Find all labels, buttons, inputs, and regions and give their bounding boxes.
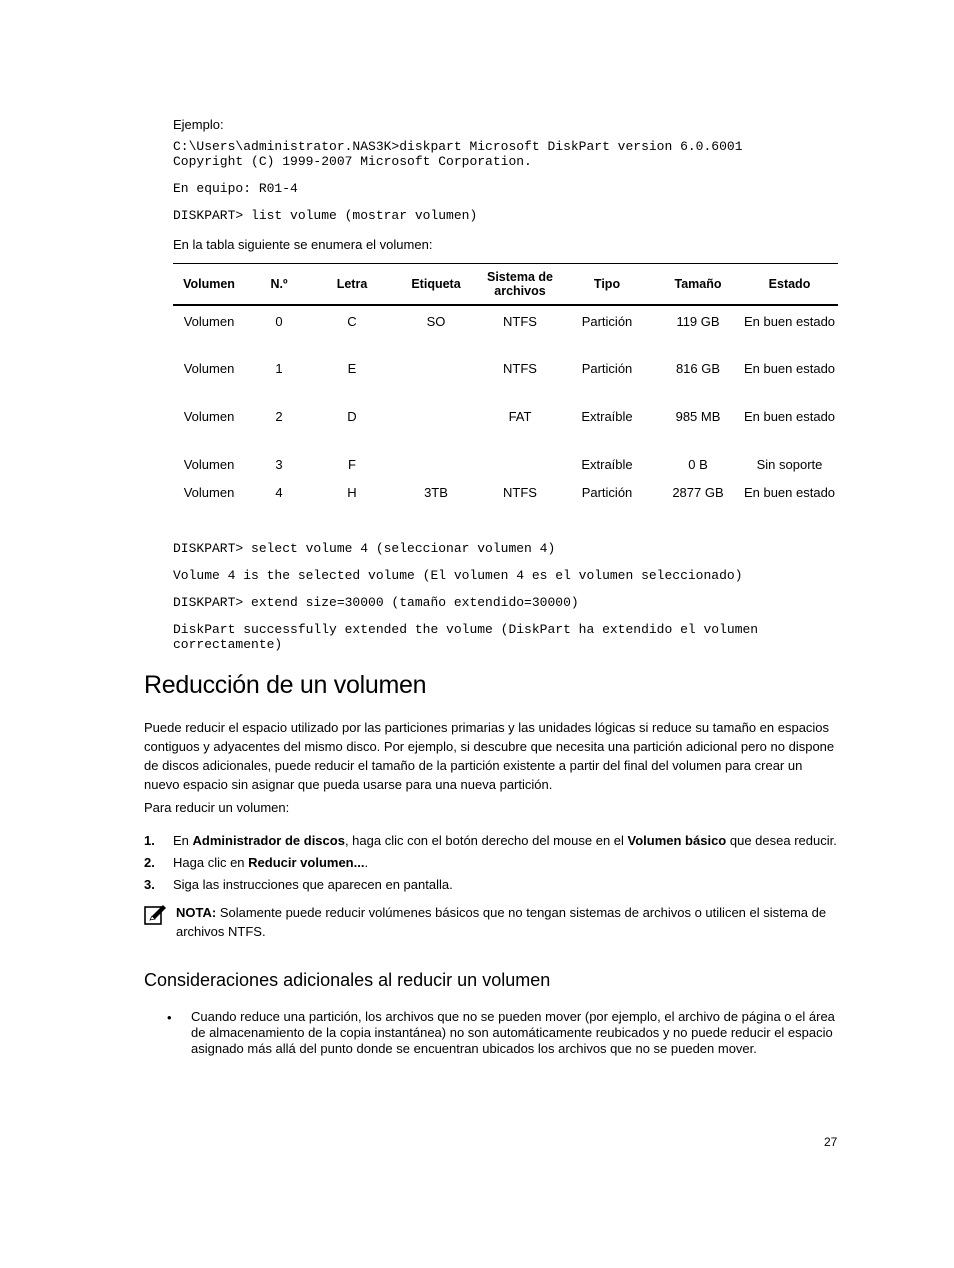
note-line: archivos NTFS. bbox=[176, 924, 266, 939]
table-cell bbox=[481, 449, 559, 477]
table-row bbox=[173, 449, 838, 477]
bullet-line: Cuando reduce una partición, los archivos que no se pueden mover (por ejemplo, el archivo de página o el área bbox=[191, 1009, 835, 1024]
table-row bbox=[173, 477, 838, 525]
code-block-selected-volume: Volume 4 is the selected volume (El volumen 4 es el volumen seleccionado) bbox=[173, 568, 743, 583]
bullet-text bbox=[191, 1009, 835, 1057]
step-number: 2. bbox=[144, 855, 155, 870]
table-cell: H bbox=[347, 485, 357, 500]
code-line: Copyright (C) 1999-2007 Microsoft Corporation. bbox=[173, 154, 532, 169]
code-line: DiskPart successfully extended the volume (DiskPart ha extendido el volumen bbox=[173, 622, 759, 637]
table-cell: 3TB bbox=[424, 485, 448, 500]
table-cell: Sin soporte bbox=[756, 457, 823, 472]
step-1 bbox=[144, 831, 155, 850]
step-1-text bbox=[173, 831, 837, 850]
code-line: C:\Users\administrator.NAS3K>diskpart Microsoft DiskPart version 6.0.6001 bbox=[173, 139, 743, 154]
table-header-cell: Etiqueta bbox=[391, 264, 481, 306]
table-cell: SO bbox=[426, 314, 446, 329]
code-block-diskpart-start bbox=[173, 139, 743, 169]
code-block-extend-result bbox=[173, 622, 758, 652]
paragraph-line: Puede reducir el espacio utilizado por las particiones primarias y las unidades lógicas si reduce su tamaño en espacios bbox=[144, 720, 830, 735]
step-number: 3. bbox=[144, 877, 155, 892]
table-cell: 0 B bbox=[688, 457, 708, 472]
table-cell: Partición bbox=[581, 485, 633, 500]
code-block-computer: En equipo: R01-4 bbox=[173, 181, 298, 196]
bullet-line: de almacenamiento de la copia instantánea) no son automáticamente reubicados y no puede reducir el espacio bbox=[191, 1025, 833, 1040]
table-cell: F bbox=[348, 457, 356, 472]
table-row bbox=[173, 305, 838, 353]
table-cell: D bbox=[347, 409, 357, 424]
table-cell: E bbox=[347, 361, 357, 376]
table-cell: Volumen bbox=[183, 314, 235, 329]
table-cell bbox=[391, 401, 481, 449]
code-line: correctamente) bbox=[173, 637, 283, 652]
paragraph-line: de discos adicionales, puede reducir el tamaño de la partición existente a partir del final del volumen para crear un bbox=[144, 758, 803, 773]
table-header-cell: Tipo bbox=[559, 264, 655, 306]
table-cell: En buen estado bbox=[743, 361, 836, 376]
table-cell: En buen estado bbox=[743, 485, 836, 500]
table-cell: NTFS bbox=[503, 314, 537, 329]
code-block-extend: DISKPART> extend size=30000 (tamaño extendido=30000) bbox=[173, 595, 579, 610]
step-text: En bbox=[173, 833, 193, 848]
step-number: 1. bbox=[144, 833, 155, 848]
table-cell: C bbox=[347, 314, 357, 329]
table-cell: 119 GB bbox=[676, 314, 720, 329]
note-block bbox=[176, 903, 841, 941]
table-header-cell: Tamaño bbox=[655, 264, 741, 306]
table-cell: 2877 GB bbox=[672, 485, 724, 500]
pencil-note-icon bbox=[144, 904, 166, 931]
ui-term-shrink-volume: Reducir volumen... bbox=[248, 855, 365, 870]
bullet-marker: • bbox=[167, 1010, 172, 1025]
table-cell: 4 bbox=[275, 485, 283, 500]
table-intro: En la tabla siguiente se enumera el volumen: bbox=[173, 237, 433, 252]
paragraph-line: nuevo espacio sin asignar que pueda usarse para una nueva partición. bbox=[144, 777, 553, 792]
note-text: Solamente puede reducir volúmenes básicos que no tengan sistemas de archivos o utilicen el sistema de bbox=[216, 905, 827, 920]
table-cell bbox=[391, 353, 481, 401]
section-heading: Reducción de un volumen bbox=[144, 671, 427, 699]
table-cell: Partición bbox=[581, 361, 633, 376]
table-header-row bbox=[173, 264, 838, 306]
table-cell: 2 bbox=[275, 409, 283, 424]
table-row bbox=[173, 353, 838, 401]
table-cell: NTFS bbox=[503, 361, 537, 376]
table-cell: Partición bbox=[581, 314, 633, 329]
table-cell: En buen estado bbox=[743, 409, 836, 424]
paragraph-line: contiguos y adyacentes del mismo disco. Por ejemplo, si descubre que necesita una partición adicional pero no dispone bbox=[144, 739, 835, 754]
procedure-intro: Para reducir un volumen: bbox=[144, 800, 290, 815]
step-text: , haga clic con el botón derecho del mouse en el bbox=[344, 833, 628, 848]
table-cell: Volumen bbox=[183, 409, 235, 424]
code-block-select-volume: DISKPART> select volume 4 (seleccionar volumen 4) bbox=[173, 541, 556, 556]
intro-paragraph bbox=[144, 718, 844, 794]
note-label: NOTA: bbox=[176, 905, 217, 920]
code-block-list-volume: DISKPART> list volume (mostrar volumen) bbox=[173, 208, 478, 223]
step-2 bbox=[144, 853, 155, 872]
table-cell: 3 bbox=[275, 457, 283, 472]
table-row bbox=[173, 401, 838, 449]
table-header-cell: Estado bbox=[741, 264, 838, 306]
subsection-heading: Consideraciones adicionales al reducir un volumen bbox=[144, 970, 551, 990]
page-number: 27 bbox=[824, 1135, 838, 1149]
table-cell: NTFS bbox=[503, 485, 537, 500]
table-cell: Volumen bbox=[183, 485, 235, 500]
bullet-line: asignado más allá del punto donde se encuentran ubicados los archivos que no se pueden mover. bbox=[191, 1041, 757, 1056]
table-cell bbox=[391, 449, 481, 477]
table-cell: Volumen bbox=[183, 361, 235, 376]
step-text: que desea reducir. bbox=[726, 833, 837, 848]
step-3-text: Siga las instrucciones que aparecen en pantalla. bbox=[173, 877, 453, 892]
note-line bbox=[176, 903, 841, 922]
step-text: Haga clic en bbox=[173, 855, 249, 870]
ui-term-disk-management: Administrador de discos bbox=[192, 833, 345, 848]
table-cell: Volumen bbox=[183, 457, 235, 472]
table-cell: En buen estado bbox=[743, 314, 836, 329]
table-cell: 1 bbox=[275, 361, 283, 376]
table-cell: Extraíble bbox=[581, 409, 633, 424]
ui-term-basic-volume: Volumen básico bbox=[627, 833, 727, 848]
table-header-cell: Letra bbox=[313, 264, 391, 306]
table-cell: Extraíble bbox=[581, 457, 633, 472]
step-3 bbox=[144, 875, 155, 894]
example-label: Ejemplo: bbox=[173, 117, 224, 132]
table-cell: 0 bbox=[275, 314, 283, 329]
table-header-cell: N.º bbox=[245, 264, 313, 306]
step-text: . bbox=[364, 855, 369, 870]
table-cell: FAT bbox=[508, 409, 532, 424]
table-cell: 816 GB bbox=[675, 361, 721, 376]
table-header-cell: Volumen bbox=[173, 264, 245, 306]
step-2-text bbox=[173, 853, 368, 872]
volume-table bbox=[173, 263, 838, 525]
table-cell: 985 MB bbox=[675, 409, 721, 424]
table-header-cell: Sistema de archivos bbox=[481, 264, 559, 306]
